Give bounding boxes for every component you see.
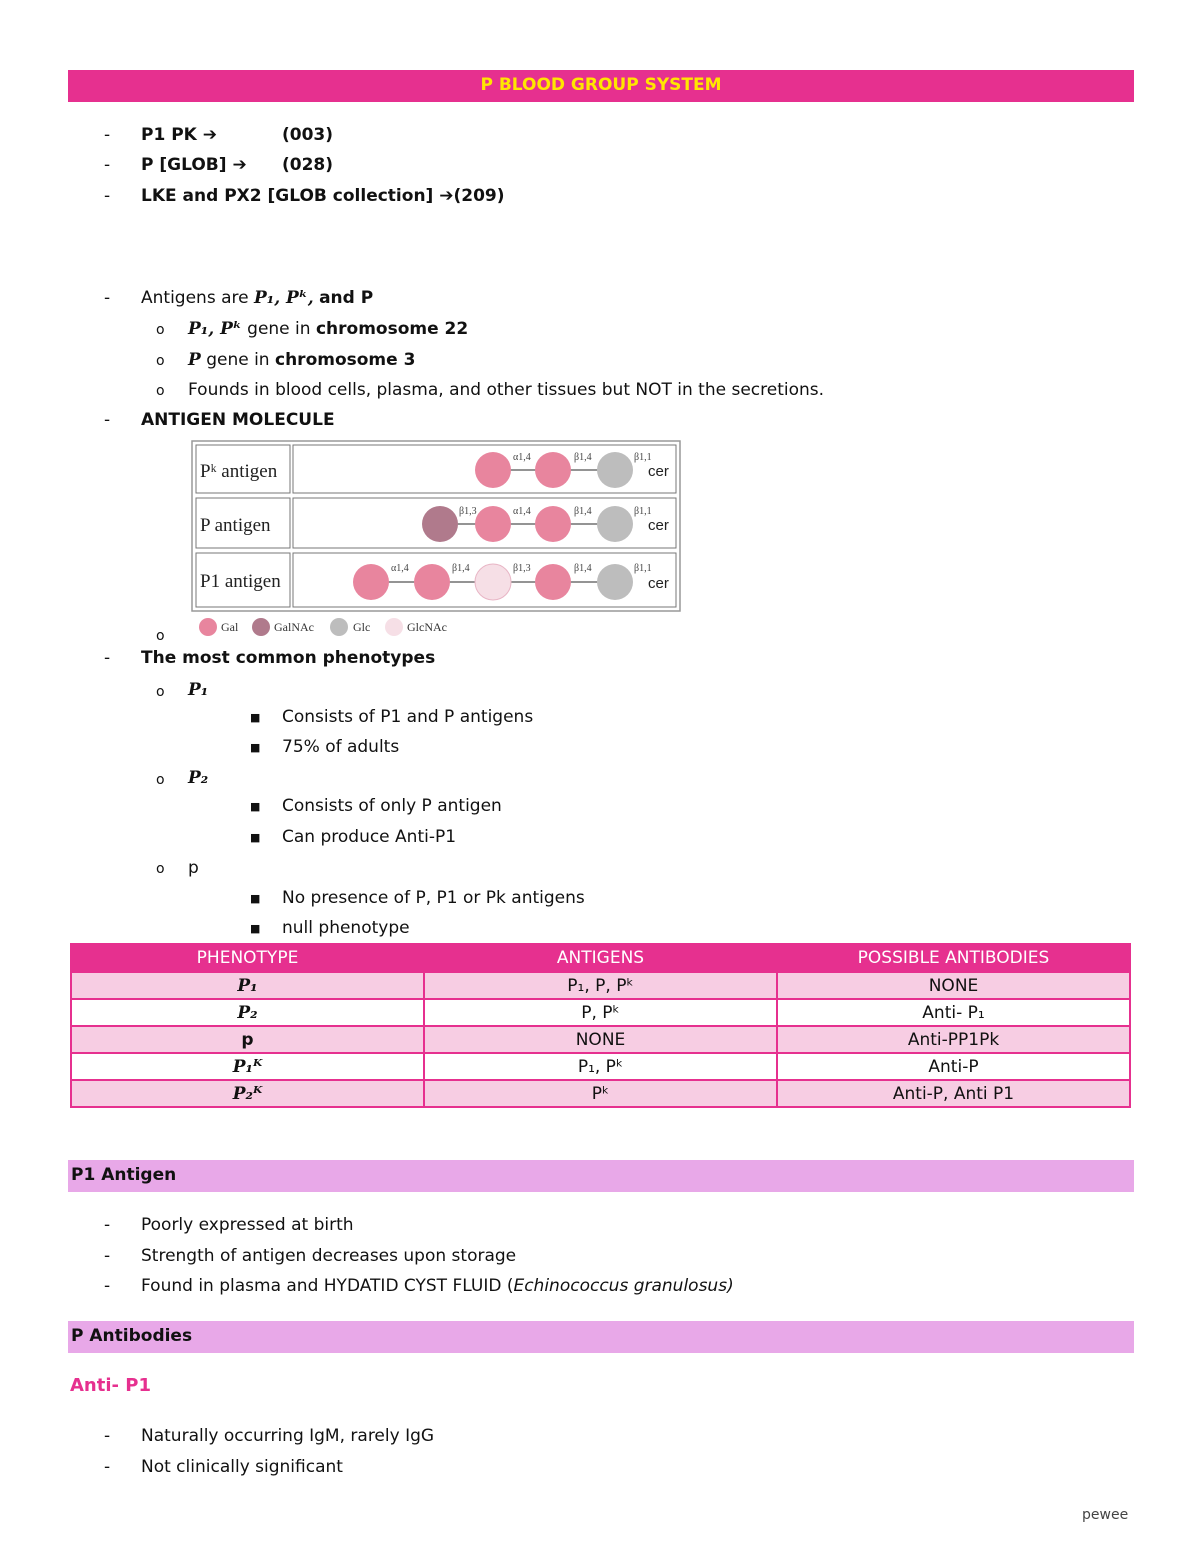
table-row [71,972,1130,999]
legend-galnac-swatch [252,618,270,636]
p1-antigen-heading: P1 Antigen [68,1160,1134,1192]
bullet-dash: - [104,155,111,175]
bullet-square: ■ [250,741,261,754]
phenotype-point: Consists of only P antigen [282,796,502,816]
gal-residue [535,506,571,542]
bullet-square: ■ [250,892,261,905]
table-cell: P₁, P, Pᵏ [424,972,777,999]
table-cell: P₁, Pᵏ [424,1053,777,1080]
table-cell: p [71,1026,424,1053]
page-title: P BLOOD GROUP SYSTEM [68,70,1134,102]
bullet-dash: - [104,410,111,430]
phenotype-name: P₂ [188,768,209,788]
galnac-residue [422,506,458,542]
legend-gal-swatch [199,618,217,636]
legend-galnac: GalNAc [274,620,314,634]
bullet-dash: - [104,1457,111,1477]
phenotype-point: Can produce Anti-P1 [282,827,457,847]
table-header-row [71,944,1130,972]
table-header-cell: ANTIGENS [424,944,777,972]
bullet-dash: - [104,186,111,206]
p1-antigen-point: Strength of antigen decreases upon storage [141,1246,517,1266]
legend-glc: Glc [353,620,371,634]
phenotypes-heading: The most common phenotypes [141,648,436,668]
table-cell: P₁ [71,972,424,999]
table-cell: NONE [424,1026,777,1053]
glc-residue [597,506,633,542]
linkage-label: β1,1 [634,452,652,463]
bullet-circle: o [156,772,165,788]
linkage-label: β1,3 [513,563,531,574]
anti-p1-heading: Anti- P1 [70,1375,151,1396]
table-cell: Anti-PP1Pk [777,1026,1130,1053]
bullet-dash: - [104,648,111,668]
table-row [71,1026,1130,1053]
pk-antigen-label: Pᵏ antigen [200,461,278,482]
gal-residue [535,452,571,488]
phenotype-point: null phenotype [282,918,410,938]
antigen-molecule-diagram [191,440,683,642]
intro-code: (003) [282,125,334,145]
antigen-molecule-heading: ANTIGEN MOLECULE [141,410,335,430]
antigens-line: Antigens are P₁, Pᵏ, and P [141,288,374,308]
intro-code: (028) [282,155,334,175]
table-header-cell: PHENOTYPE [71,944,424,972]
glcnac-residue [475,564,511,600]
phenotype-point: 75% of adults [282,737,400,757]
p-antigen-label: P antigen [200,515,271,536]
bullet-dash: - [104,1426,111,1446]
anti-p1-point: Not clinically significant [141,1457,343,1477]
bullet-square: ■ [250,831,261,844]
table-cell: Pᵏ [424,1080,777,1107]
ceramide-label: cer [648,463,669,480]
phenotype-point: Consists of P1 and P antigens [282,707,534,727]
p-antibodies-heading: P Antibodies [68,1321,1134,1353]
bullet-square: ■ [250,922,261,935]
anti-p1-point: Naturally occurring IgM, rarely IgG [141,1426,435,1446]
ceramide-label: cer [648,575,669,592]
bullet-circle: o [156,861,165,877]
linkage-label: β1,3 [459,506,477,517]
bullet-dash: - [104,1246,111,1266]
table-row [71,1080,1130,1107]
bullet-square: ■ [250,711,261,724]
table-cell: P₂ᴷ [71,1080,424,1107]
linkage-label: β1,4 [574,563,592,574]
table-cell: P, Pᵏ [424,999,777,1026]
phenotype-name: p [188,858,199,878]
table-cell: P₂ [71,999,424,1026]
bullet-dash: - [104,1215,111,1235]
linkage-label: α1,4 [513,452,531,463]
footer-author: pewee [1082,1507,1129,1523]
bullet-dash: - [104,125,111,145]
bullet-square: ■ [250,800,261,813]
table-cell: Anti- P₁ [777,999,1130,1026]
intro-item: P [GLOB] ➔ [141,155,247,175]
bullet-circle: o [156,353,165,369]
antigens-sub-item: P₁, Pᵏ gene in chromosome 22 [188,319,469,339]
linkage-label: β1,4 [574,506,592,517]
bullet-circle: o [156,383,165,399]
table-cell: NONE [777,972,1130,999]
gal-residue [475,506,511,542]
gal-residue [535,564,571,600]
bullet-circle: o [156,322,165,338]
bullet-dash: - [104,1276,111,1296]
antigens-sub-item: P gene in chromosome 3 [188,350,416,370]
linkage-label: β1,1 [634,563,652,574]
linkage-label: α1,4 [391,563,409,574]
bullet-dash: - [104,288,111,308]
gal-residue [414,564,450,600]
phenotype-table [70,943,1131,1108]
table-cell: P₁ᴷ [71,1053,424,1080]
table-header-cell: POSSIBLE ANTIBODIES [777,944,1130,972]
legend-glcnac-swatch [385,618,403,636]
ceramide-label: cer [648,517,669,534]
table-cell: Anti-P, Anti P1 [777,1080,1130,1107]
intro-item: P1 PK ➔ [141,125,218,145]
linkage-label: α1,4 [513,506,531,517]
table-row [71,999,1130,1026]
legend-gal: Gal [221,620,239,634]
p1-antigen-point: Found in plasma and HYDATID CYST FLUID (Echinococcus granulosus) [141,1276,734,1296]
gal-residue [475,452,511,488]
linkage-label: β1,4 [574,452,592,463]
table-row [71,1053,1130,1080]
glc-residue [597,564,633,600]
p1-antigen-label: P1 antigen [200,571,281,592]
linkage-label: β1,4 [452,563,470,574]
glc-residue [597,452,633,488]
gal-residue [353,564,389,600]
antigens-sub-item: Founds in blood cells, plasma, and other tissues but NOT in the secretions. [188,380,825,400]
legend-glcnac: GlcNAc [407,620,447,634]
p1-antigen-point: Poorly expressed at birth [141,1215,354,1235]
phenotype-name: P₁ [188,680,209,700]
intro-item: LKE and PX2 [GLOB collection] ➔(209) [141,186,505,206]
phenotype-point: No presence of P, P1 or Pk antigens [282,888,585,908]
legend-glc-swatch [330,618,348,636]
bullet-circle: o [156,628,165,644]
table-cell: Anti-P [777,1053,1130,1080]
linkage-label: β1,1 [634,506,652,517]
bullet-circle: o [156,684,165,700]
